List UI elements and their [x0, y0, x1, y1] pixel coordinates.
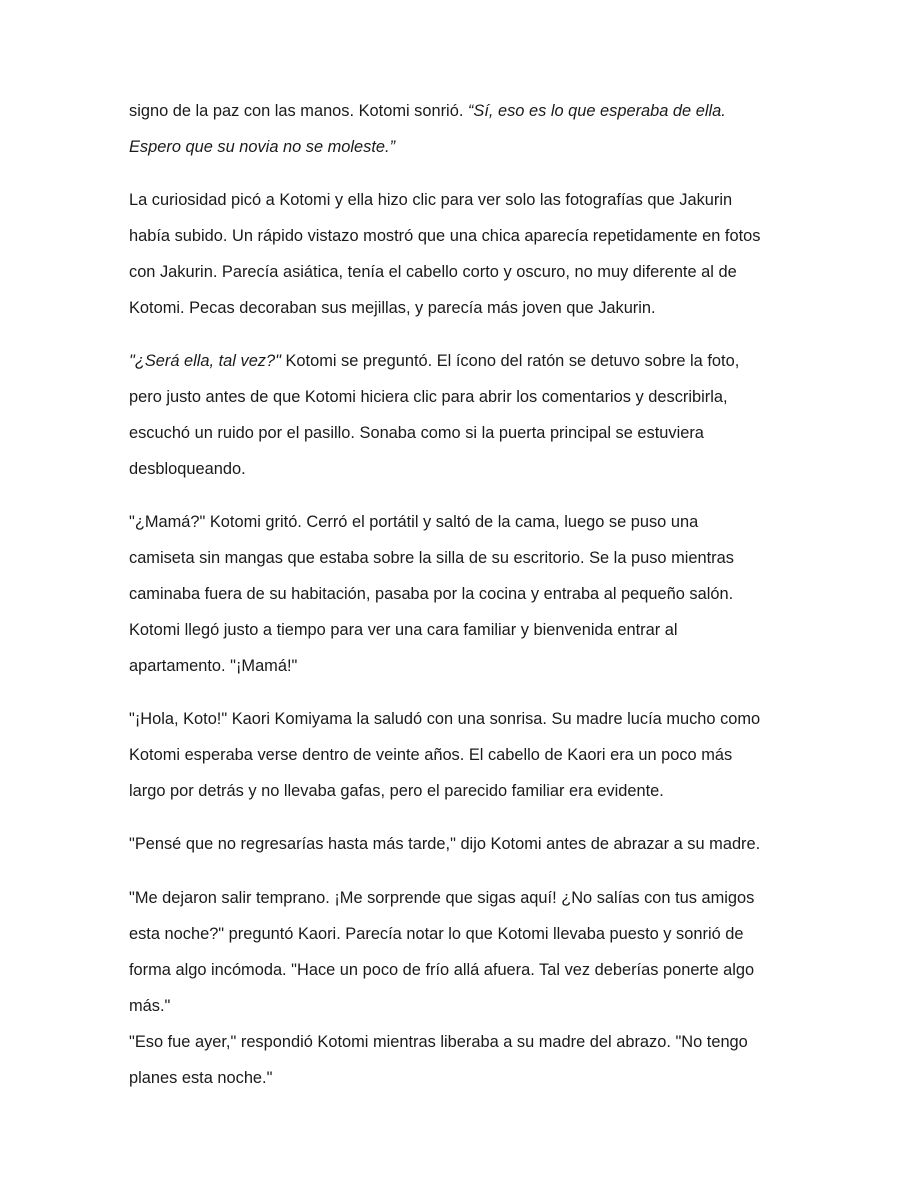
text-line: [129, 343, 739, 379]
text-segment: "Pensé que no regresarías hasta más tarde," dijo Kotomi antes de abrazar a su madre.: [129, 835, 761, 853]
text-segment: había subido. Un rápido vistazo mostró que una chica aparecía repetidamente en fotos: [129, 227, 761, 245]
text-line: [129, 737, 732, 773]
text-line: [129, 254, 737, 290]
text-line: [129, 379, 728, 415]
text-segment: forma algo incómoda. "Hace un poco de frío allá afuera. Tal vez deberías ponerte algo: [129, 961, 755, 979]
text-line: [129, 880, 754, 916]
text-line: [129, 701, 760, 737]
text-segment-italic: “Sí, eso es lo que esperaba de ella.: [467, 102, 726, 120]
text-segment: "Eso fue ayer," respondió Kotomi mientras liberaba a su madre del abrazo. "No tengo: [129, 1033, 748, 1051]
text-line: [129, 93, 726, 129]
text-segment: Kotomi esperaba verse dentro de veinte años. El cabello de Kaori era un poco más: [129, 746, 733, 764]
text-segment: Kotomi se preguntó. El ícono del ratón se detuvo sobre la foto,: [280, 352, 740, 370]
text-segment-italic: Espero que su novia no se moleste.”: [129, 138, 396, 156]
text-line: [129, 988, 170, 1024]
text-segment: con Jakurin. Parecía asiática, tenía el cabello corto y oscuro, no muy diferente al de: [129, 263, 737, 281]
text-segment: largo por detrás y no llevaba gafas, pero el parecido familiar era evidente.: [129, 782, 664, 800]
text-segment: "¡Hola, Koto!" Kaori Komiyama la saludó con una sonrisa. Su madre lucía mucho como: [129, 710, 761, 728]
text-line: [129, 415, 704, 451]
text-line: [129, 916, 743, 952]
text-segment: apartamento. "¡Mamá!": [129, 657, 298, 675]
text-segment: desbloqueando.: [129, 460, 246, 478]
text-line: [129, 290, 656, 326]
text-line: [129, 129, 395, 165]
text-segment: camiseta sin mangas que estaba sobre la silla de su escritorio. Se la puso mientras: [129, 549, 734, 567]
text-segment: "Me dejaron salir temprano. ¡Me sorprende que sigas aquí! ¿No salías con tus amigos: [129, 889, 755, 907]
text-segment: Kotomi. Pecas decoraban sus mejillas, y parecía más joven que Jakurin.: [129, 299, 656, 317]
text-segment: más.": [129, 997, 171, 1015]
text-line: [129, 1060, 272, 1096]
text-segment: Kotomi llegó justo a tiempo para ver una cara familiar y bienvenida entrar al: [129, 621, 678, 639]
text-line: [129, 451, 246, 487]
text-line: [129, 612, 677, 648]
text-line: [129, 826, 760, 862]
text-segment: La curiosidad picó a Kotomi y ella hizo clic para ver solo las fotografías que Jakurin: [129, 191, 733, 209]
text-segment: caminaba fuera de su habitación, pasaba por la cocina y entraba al pequeño salón.: [129, 585, 734, 603]
text-line: [129, 773, 664, 809]
text-line: [129, 1024, 748, 1060]
text-segment: "¿Mamá?" Kotomi gritó. Cerró el portátil y saltó de la cama, luego se puso una: [129, 513, 699, 531]
text-segment-italic: "¿Será ella, tal vez?": [129, 352, 281, 370]
text-line: [129, 218, 760, 254]
text-line: [129, 576, 733, 612]
text-line: [129, 540, 734, 576]
text-line: [129, 504, 698, 540]
text-segment: escuchó un ruido por el pasillo. Sonaba como si la puerta principal se estuviera: [129, 424, 704, 442]
text-segment: esta noche?" preguntó Kaori. Parecía notar lo que Kotomi llevaba puesto y sonrió de: [129, 925, 744, 943]
text-line: [129, 952, 754, 988]
text-segment: pero justo antes de que Kotomi hiciera clic para abrir los comentarios y describirla,: [129, 388, 728, 406]
text-line: [129, 182, 732, 218]
text-segment: planes esta noche.": [129, 1069, 273, 1087]
text-segment: signo de la paz con las manos. Kotomi sonrió.: [129, 102, 468, 120]
text-line: [129, 648, 297, 684]
